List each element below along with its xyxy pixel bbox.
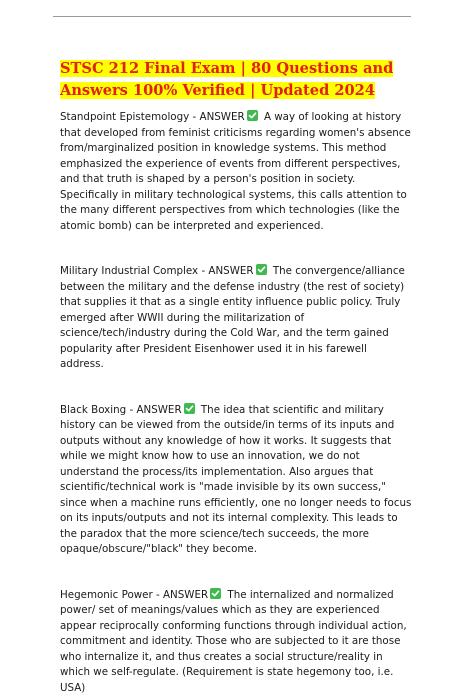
document-page xyxy=(60,57,412,696)
entry-black-boxing xyxy=(60,403,412,558)
entry-definition: A way of looking at history that developed from feminist criticisms regarding women's absence from/marginalized position in knowledge systems. This method emphasized the experience of events from different perspectives, and that truth is shaped by a person's position in society. Specifically in military technological systems, this calls attention to the many different perspectives from which technologies (like the atomic bomb) can be interpreted and experienced. xyxy=(60,111,411,232)
entry-definition: The convergence/alliance between the military and the defense industry (the rest of society) that supplies it that as a single entity influence public policy. Truly emerged after WWII during the militarization of science/tech/industry during the Cold War, and the term gained popularity after President Eisenhower used it in his farewell address. xyxy=(60,265,405,370)
entry-military-industrial-complex xyxy=(60,264,412,373)
answer-marker: - ANSWER xyxy=(193,111,245,123)
entry-term: Military Industrial Complex xyxy=(60,265,198,277)
answer-marker: - ANSWER xyxy=(156,589,208,601)
top-divider xyxy=(53,16,411,17)
entry-term: Black Boxing xyxy=(60,404,126,416)
entry-definition: The internalized and normalized power/ set of meanings/values which as they are experienced appear reciprocally conforming functions through individual action, commitment and identity. Those who are subjected to it are those who internalize it, and thus creates a social structure/reality in which we self-regulate. (Requirement is state hegemony too, i.e. USA) xyxy=(60,589,407,694)
answer-marker: - ANSWER xyxy=(129,404,181,416)
checkmark-icon xyxy=(210,588,221,599)
answer-marker: - ANSWER xyxy=(201,265,253,277)
document-title: STSC 212 Final Exam | 80 Questions and Answers 100% Verified | Updated 2024 xyxy=(60,60,393,99)
entry-term: Hegemonic Power xyxy=(60,589,153,601)
entry-definition: The idea that scientific and military history can be viewed from the outside/in terms of its inputs and outputs without any knowledge of how it works. It suggests that while we might know how to use an innovation, we do not understand the process/its implementation. Also argues that scientific/technical work is "made invisible by its own success," since when a machine runs efficiently, one no longer needs to focus on its inputs/outputs and not its internal complexity. This leads to the paradox that the more science/tech succeeds, the more opaque/obscure/"black" they become. xyxy=(60,404,411,556)
checkmark-icon xyxy=(247,110,258,121)
checkmark-icon xyxy=(184,403,195,414)
entry-term: Standpoint Epistemology xyxy=(60,111,189,123)
title-block xyxy=(60,57,412,101)
entry-hegemonic-power xyxy=(60,588,412,696)
entry-standpoint-epistemology xyxy=(60,110,412,234)
checkmark-icon xyxy=(256,264,267,275)
